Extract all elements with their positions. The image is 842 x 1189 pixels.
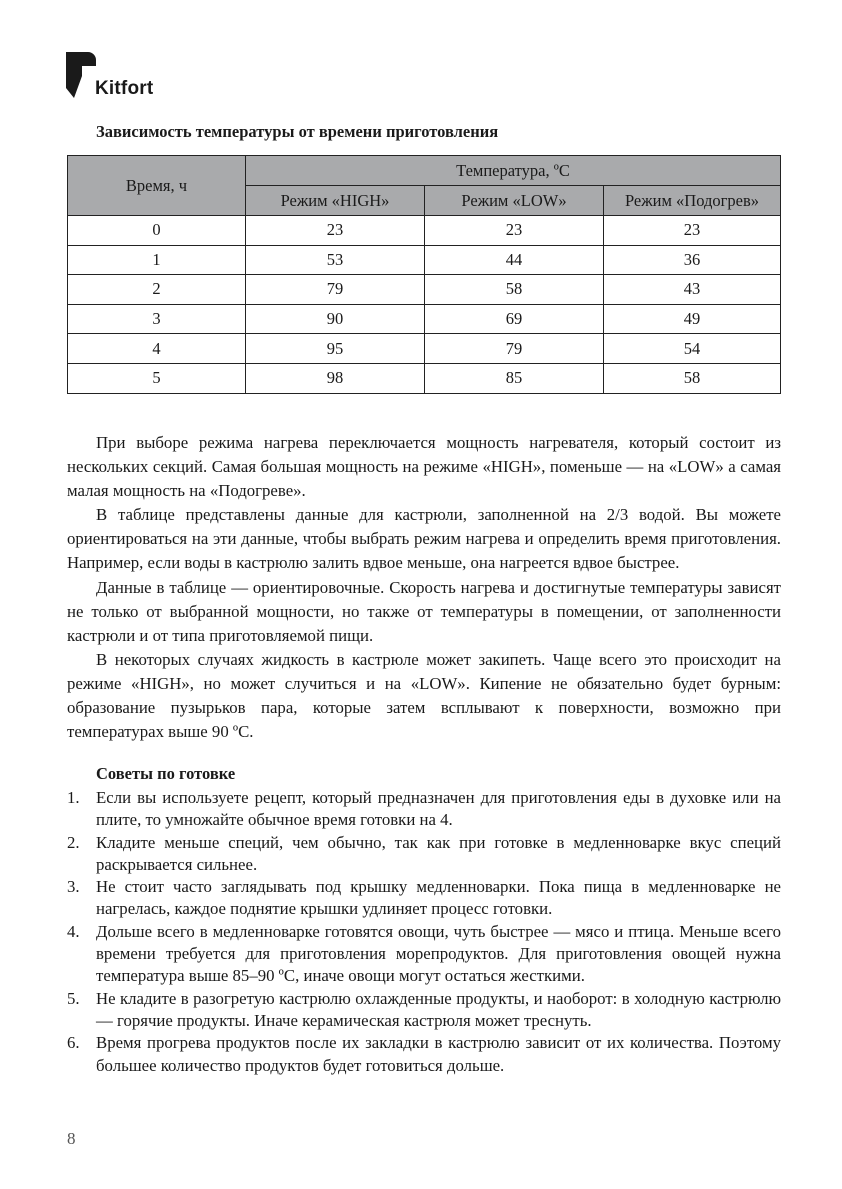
mode-warm-header: Режим «Подогрев» (604, 186, 781, 216)
list-item (67, 832, 781, 877)
list-number: 3. (67, 877, 80, 897)
table-row (68, 363, 781, 393)
list-item (67, 921, 781, 988)
paragraph: Данные в таблице — ориентировочные. Скорость нагрева и достигнутые температуры зависят не только от выбранной мощности, но также от температуры в помещении, от заполненности кастрюли и от типа приготовляемой пищи. (67, 577, 781, 645)
time-cell: 5 (68, 363, 246, 393)
body-text (67, 431, 781, 744)
list-item (67, 876, 781, 921)
high-cell: 53 (246, 245, 425, 275)
list-number: 2. (67, 832, 80, 852)
list-number: 6. (67, 1033, 80, 1053)
list-item-text: Не стоит часто заглядывать под крышку медленноварки. Пока пища в медленноварке не нагрелась, каждое поднятие крышки удлиняет процесс готовки. (96, 877, 781, 919)
tips-title: Советы по готовке (96, 764, 236, 783)
table-title: Зависимость температуры от времени приготовления (96, 122, 499, 141)
low-cell: 58 (425, 275, 604, 305)
time-cell: 0 (68, 216, 246, 246)
table-row (68, 304, 781, 334)
table-row (68, 275, 781, 305)
table-row (68, 334, 781, 364)
list-item-text: Дольше всего в медленноварке готовятся овощи, чуть быстрее — мясо и птица. Меньше всего времени требуется для приготовления морепродуктов. Для приготовления овощей нужна температура выше 85–90 ºС, иначе овощи могут остаться жесткими. (96, 921, 781, 986)
high-cell: 90 (246, 304, 425, 334)
time-cell: 1 (68, 245, 246, 275)
list-item (67, 787, 781, 832)
low-cell: 23 (425, 216, 604, 246)
high-cell: 23 (246, 216, 425, 246)
high-cell: 98 (246, 363, 425, 393)
list-item-text: Не кладите в разогретую кастрюлю охлажденные продукты, и наоборот: в холодную кастрюлю — горячие продукты. Иначе керамическая кастрюля может треснуть. (96, 988, 781, 1030)
time-header: Время, ч (68, 156, 246, 216)
table-row (68, 216, 781, 246)
warm-cell: 43 (604, 275, 781, 305)
mode-high-header: Режим «HIGH» (246, 186, 425, 216)
table-row (68, 245, 781, 275)
page-number: 8 (67, 1129, 76, 1148)
list-number: 4. (67, 921, 80, 941)
list-item-text: Время прогрева продуктов после их закладки в кастрюлю зависит от их количества. Поэтому большее количество продуктов будет готовиться дольше. (96, 1033, 781, 1075)
time-cell: 3 (68, 304, 246, 334)
kitfort-logo-icon (66, 52, 96, 98)
low-cell: 69 (425, 304, 604, 334)
low-cell: 79 (425, 334, 604, 364)
list-item (67, 1032, 781, 1077)
warm-cell: 36 (604, 245, 781, 275)
time-cell: 4 (68, 334, 246, 364)
low-cell: 85 (425, 363, 604, 393)
high-cell: 79 (246, 275, 425, 305)
temperature-header: Температура, ºС (246, 156, 781, 186)
paragraph: В таблице представлены данные для кастрюли, заполненной на 2/3 водой. Вы можете ориентироваться на эти данные, чтобы выбрать режим нагрева и определить время приготовления. Например, если воды в кастрюлю залить вдвое меньше, она нагреется вдвое быстрее. (67, 505, 781, 573)
tips-list (67, 787, 781, 1077)
warm-cell: 58 (604, 363, 781, 393)
high-cell: 95 (246, 334, 425, 364)
brand-logo (66, 52, 206, 100)
list-number: 1. (67, 788, 80, 807)
low-cell: 44 (425, 245, 604, 275)
list-item-text: Кладите меньше специй, чем обычно, так как при готовке в медленноварке вкус специй раскрывается сильнее. (96, 832, 781, 874)
paragraph: В некоторых случаях жидкость в кастрюле может закипеть. Чаще всего это происходит на режиме «HIGH», но может случиться и на «LOW». Кипение не обязательно будет бурным: образование пузырьков пара, которые затем всплывают к поверхности, возможно при температурах выше 90 ºС. (67, 649, 781, 742)
warm-cell: 49 (604, 304, 781, 334)
list-number: 5. (67, 988, 80, 1008)
list-item (67, 988, 781, 1033)
warm-cell: 23 (604, 216, 781, 246)
warm-cell: 54 (604, 334, 781, 364)
mode-low-header: Режим «LOW» (425, 186, 604, 216)
paragraph: При выборе режима нагрева переключается мощность нагревателя, который состоит из нескольких секций. Самая большая мощность на режиме «HIGH», поменьше — на «LOW» а самая малая мощность на «Подогреве». (67, 433, 781, 501)
list-item-text: Если вы используете рецепт, который предназначен для приготовления еды в духовке или на плите, то умножайте обычное время готовки на 4. (96, 788, 781, 830)
time-cell: 2 (68, 275, 246, 305)
brand-name: Kitfort (95, 78, 154, 99)
temperature-table (67, 155, 781, 394)
